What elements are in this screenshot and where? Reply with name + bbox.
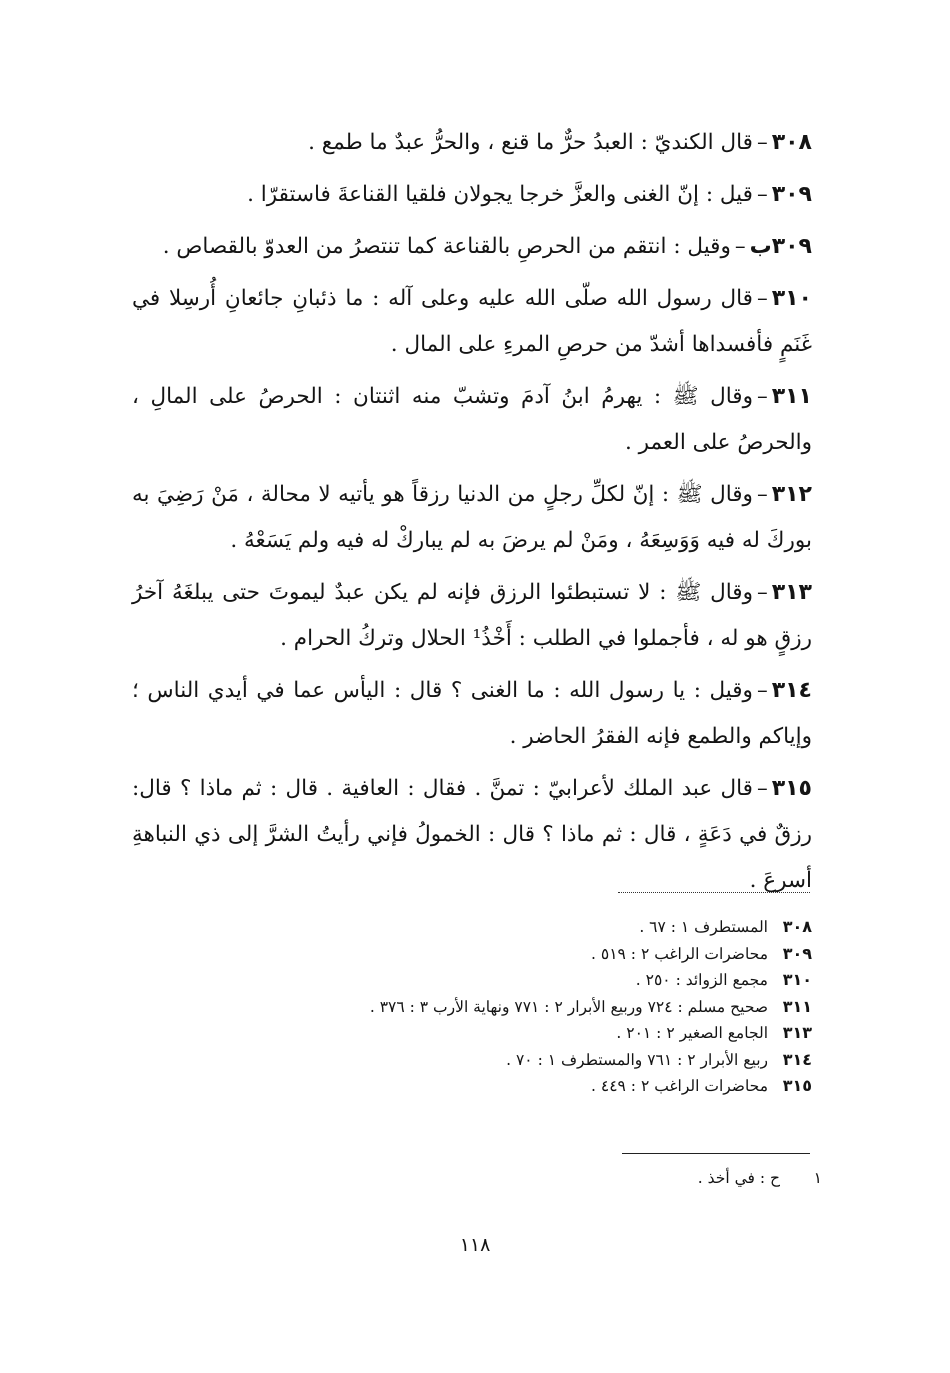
reference-row (132, 914, 812, 941)
entry-dash: – (756, 384, 768, 409)
entry-dash: – (756, 678, 768, 703)
entry-number: ٣٠٩ (771, 182, 812, 207)
reference-row (132, 941, 812, 968)
reference-text: محاضرات الراغب ٢ : ٥١٩ . (591, 944, 768, 963)
entry-number: ٣١٣ (771, 580, 812, 605)
entry-number: ٣١٢ (771, 482, 812, 507)
reference-text: الجامع الصغير ٢ : ٢٠١ . (616, 1024, 768, 1042)
reference-number: ٣١٥ (782, 1076, 812, 1095)
entry-dash: – (756, 580, 768, 605)
entry-310 (132, 276, 812, 368)
reference-text: صحيح مسلم : ٧٢٤ وربيع الأبرار ٢ : ٧٧١ ونهاية الأرب ٣ : ٣٧٦ . (369, 997, 768, 1016)
page-number: ١١٨ (459, 1234, 491, 1256)
entry-text: قال الكنديّ : العبدُ حرٌّ ما قنع ، والحرُّ عبدٌ ما طمع . (308, 130, 753, 155)
reference-text: ربيع الأبرار ٢ : ٧٦١ والمستطرف ١ : ٧٠ . (506, 1050, 768, 1069)
footnote-text: ح : في أخذ . (697, 1169, 780, 1187)
reference-row (132, 994, 812, 1021)
entry-308 (132, 120, 812, 166)
entry-312 (132, 472, 812, 564)
footnote-number: ١ (813, 1169, 822, 1187)
footnote (698, 1165, 822, 1191)
reference-row (132, 967, 812, 994)
references-separator (618, 892, 810, 893)
entry-313 (132, 570, 812, 662)
footnote-rule (622, 1153, 810, 1154)
entry-text: وقال ﷺ : يهرمُ ابنُ آدمَ وتشبّ منه اثنتان : الحرصُ على المالِ ، والحرصُ على العمر . (132, 384, 812, 455)
entry-315 (132, 766, 812, 904)
main-text (132, 120, 812, 910)
reference-number: ٣٠٨ (782, 917, 812, 936)
reference-number: ٣١١ (782, 996, 812, 1016)
entry-dash: – (734, 234, 746, 259)
entry-dash: – (756, 286, 768, 311)
reference-row (132, 1020, 812, 1047)
reference-number: ٣١٠ (782, 970, 812, 989)
reference-row (132, 1047, 812, 1074)
entry-text: قال عبد الملك لأعرابيّ : تمنَّ . فقال : العافية . قال : ثم ماذا ؟ قال: رزقٌ في دَعَةٍ ، قال : ثم ماذا ؟ قال : الخمولُ فإني رأيتُ الشرَّ إلى ذي النباهةِ أسرعَ . (132, 776, 812, 893)
entry-text: وقال ﷺ : لا تستبطئوا الرزق فإنه لم يكن عبدٌ ليموتَ حتى يبلغَهُ آخرُ رزقٍ هو له ، فأجملوا في الطلب : أَخْذُ¹ الحلال وتركُ الحرام . (132, 580, 812, 651)
entry-309 (132, 172, 812, 218)
entry-number: ٣١٤ (771, 678, 812, 703)
entry-text: قال رسول الله صلّى الله عليه وعلى آله : ما ذئبانِ جائعانِ أُرسِلا في غَنَمٍ فأفسداها أشدّ من حرصِ المرءِ على المال . (132, 286, 812, 357)
reference-number: ٣١٣ (782, 1023, 812, 1042)
reference-row (132, 1073, 812, 1100)
entry-309b (132, 224, 812, 270)
entry-text: وقيل : يا رسول الله : ما الغنى ؟ قال : اليأس عما في أيدي الناس ؛ وإياكم والطمع فإنه الفقرُ الحاضر . (132, 678, 812, 749)
reference-number: ٣٠٩ (782, 943, 812, 963)
entry-text: وقيل : انتقم من الحرصِ بالقناعة كما تنتصرُ من العدوّ بالقصاص . (162, 234, 731, 259)
reference-number: ٣١٤ (782, 1049, 812, 1069)
entry-number: ٣٠٨ (771, 130, 812, 155)
entry-dash: – (756, 776, 768, 801)
entry-dash: – (756, 482, 768, 507)
entry-number: ٣١١ (771, 384, 812, 409)
entry-number: ٣١٠ (771, 286, 812, 311)
entry-314 (132, 668, 812, 760)
reference-text: محاضرات الراغب ٢ : ٤٤٩ . (591, 1077, 768, 1095)
entry-311 (132, 374, 812, 466)
entry-text: وقال ﷺ : إنّ لكلِّ رجلٍ من الدنيا رزقاً هو يأتيه لا محالة ، مَنْ رَضِيَ به بوركَ له فيه وَوَسِعَهُ ، ومَنْ لم يرضَ به لم يباركْ له فيه ولم يَسَعْهُ . (132, 482, 812, 553)
entry-dash: – (756, 130, 768, 155)
reference-text: مجمع الزوائد : ٢٥٠ . (635, 971, 768, 989)
entry-number: ٣٠٩ب (749, 234, 812, 259)
references-list (132, 914, 812, 1100)
entry-number: ٣١٥ (771, 776, 812, 801)
entry-text: قيل : إنّ الغنى والعزَّ خرجا يجولان فلقيا القناعةَ فاستقرّا . (247, 182, 753, 207)
reference-text: المستطرف ١ : ٦٧ . (639, 918, 768, 936)
entry-dash: – (756, 182, 768, 207)
